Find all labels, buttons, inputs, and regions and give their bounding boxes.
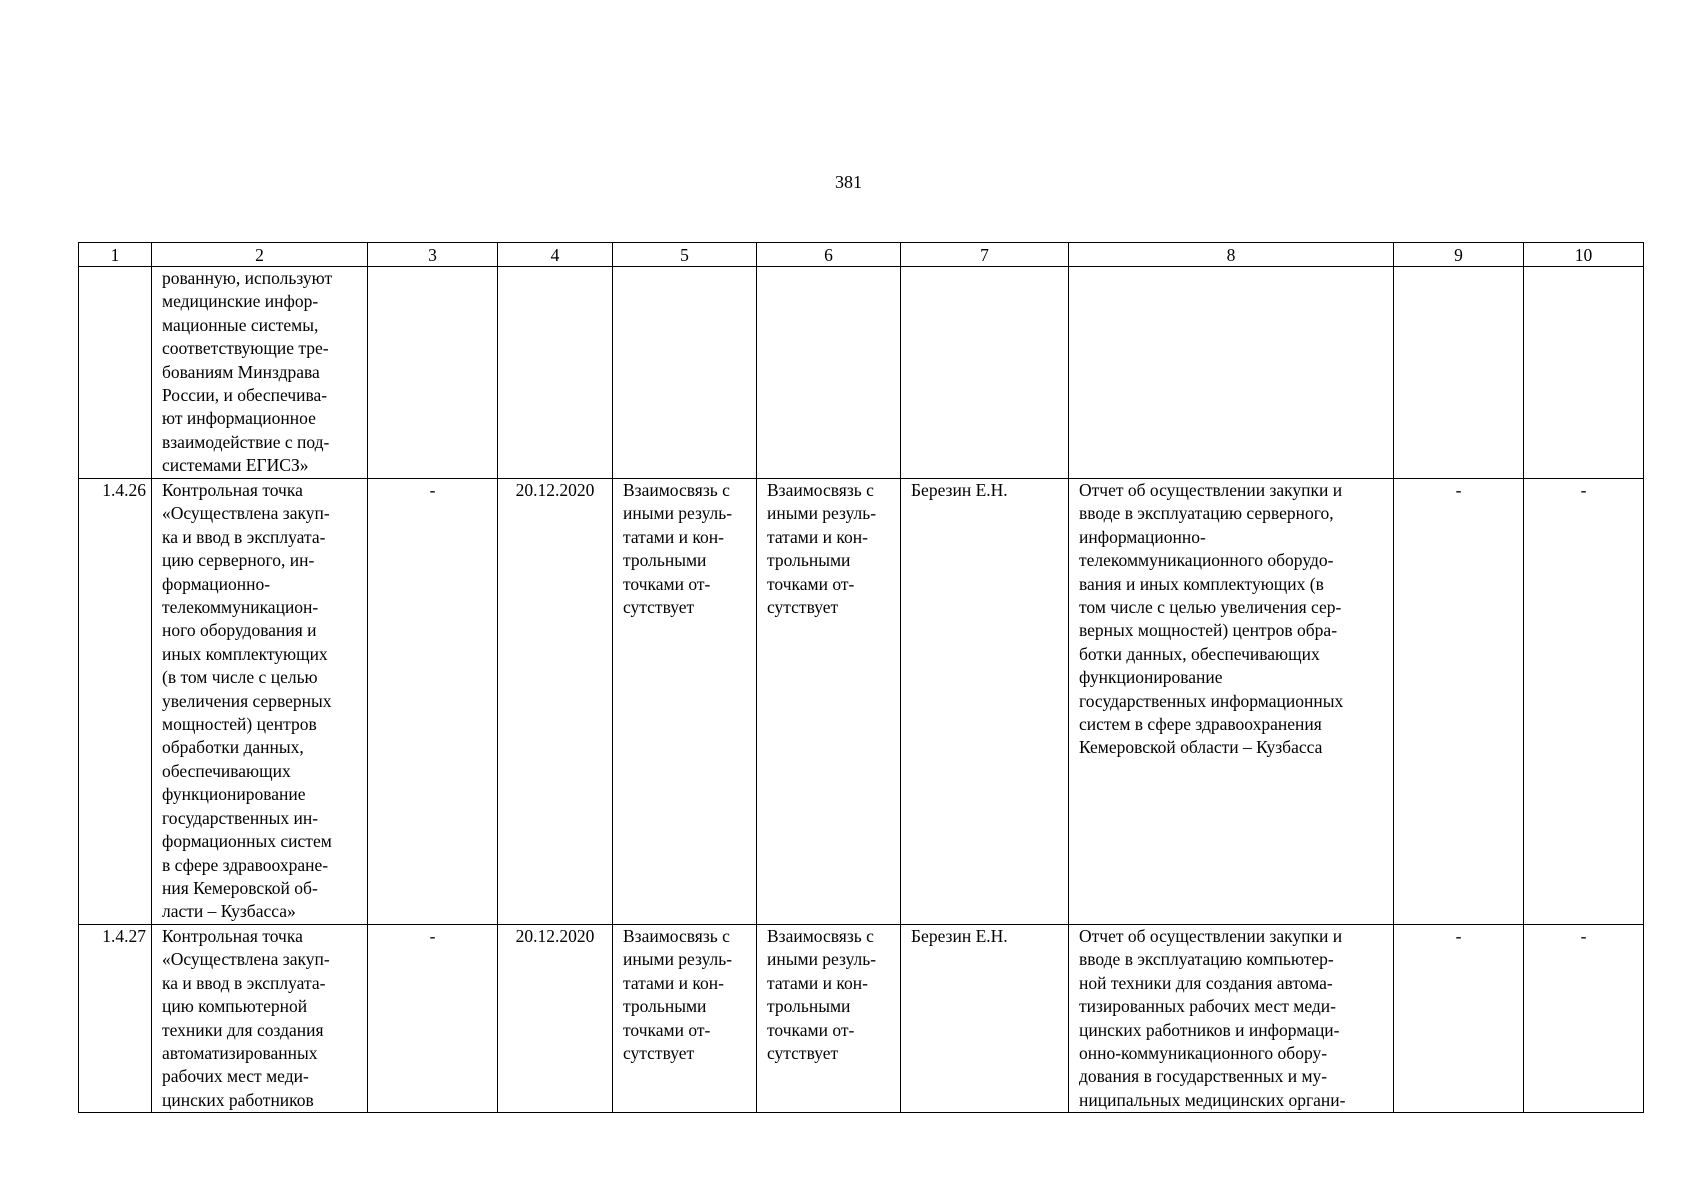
control-cell: -	[1524, 479, 1644, 925]
table-row	[79, 925, 1644, 1113]
document-table	[78, 242, 1644, 1113]
column-header: 3	[368, 243, 498, 267]
column-header: 7	[901, 243, 1069, 267]
row-number-cell	[79, 267, 152, 479]
responsible-cell: Березин Е.Н.	[901, 479, 1069, 925]
column-header: 10	[1524, 243, 1644, 267]
column-header: 5	[613, 243, 757, 267]
relation-cell	[613, 267, 757, 479]
table-header-row	[79, 243, 1644, 267]
event-name-cell: Контрольная точка «Осуществлена закуп- ка и ввод в эксплуата- цию компьютерной техники для создания автоматизированных рабочих мест меди- цинских работников	[152, 925, 368, 1113]
relation-cell: Взаимосвязь с иными резуль- татами и кон- трольными точками от- сутствует	[757, 925, 901, 1113]
level-cell: -	[1394, 479, 1524, 925]
responsible-cell	[901, 267, 1069, 479]
end-date-cell: 20.12.2020	[498, 925, 613, 1113]
row-number-cell: 1.4.27	[79, 925, 152, 1113]
responsible-cell: Березин Е.Н.	[901, 925, 1069, 1113]
column-header: 6	[757, 243, 901, 267]
start-date-cell: -	[368, 479, 498, 925]
relation-cell: Взаимосвязь с иными резуль- татами и кон- трольными точками от- сутствует	[613, 925, 757, 1113]
event-name-cell: рованную, используют медицинские инфор- мационные системы, соответствующие тре- бованиям Минздрава России, и обеспечива- ют информационное взаимодействие с под- системами ЕГИСЗ»	[152, 267, 368, 479]
control-cell: -	[1524, 925, 1644, 1113]
column-header: 4	[498, 243, 613, 267]
start-date-cell	[368, 267, 498, 479]
relation-cell	[757, 267, 901, 479]
start-date-cell: -	[368, 925, 498, 1113]
column-header: 1	[79, 243, 152, 267]
end-date-cell: 20.12.2020	[498, 479, 613, 925]
event-name-cell: Контрольная точка «Осуществлена закуп- ка и ввод в эксплуата- цию серверного, ин- формационно- телекоммуникацион- ного оборудования и иных комплектующих (в том числе с целью увеличения серверных мощностей) центров обработки данных, обеспечивающих функционирование государственных ин- формационных систем в сфере здравоохране- ния Кемеровской об- ласти – Кузбасса»	[152, 479, 368, 925]
end-date-cell	[498, 267, 613, 479]
level-cell: -	[1394, 925, 1524, 1113]
row-number-cell: 1.4.26	[79, 479, 152, 925]
level-cell	[1394, 267, 1524, 479]
table-row	[79, 479, 1644, 925]
relation-cell: Взаимосвязь с иными резуль- татами и кон- трольными точками от- сутствует	[613, 479, 757, 925]
result-cell	[1069, 267, 1394, 479]
control-cell	[1524, 267, 1644, 479]
column-header: 2	[152, 243, 368, 267]
column-header: 9	[1394, 243, 1524, 267]
relation-cell: Взаимосвязь с иными резуль- татами и кон- трольными точками от- сутствует	[757, 479, 901, 925]
result-cell: Отчет об осуществлении закупки и вводе в эксплуатацию компьютер- ной техники для создания автома- тизированных рабочих мест меди- цинских работников и информаци- онно-коммуникационного обору- дования в государственных и му- ниципальных медицинских органи-	[1069, 925, 1394, 1113]
table-row	[79, 267, 1644, 479]
page-number: 381	[835, 172, 862, 192]
result-cell: Отчет об осуществлении закупки и вводе в эксплуатацию серверного, информационно- телекоммуникационного оборудо- вания и иных комплектующих (в том числе с целью увеличения сер- верных мощностей) центров обра- ботки данных, обеспечивающих функционирование государственных информационных систем в сфере здравоохранения Кемеровской области – Кузбасса	[1069, 479, 1394, 925]
column-header: 8	[1069, 243, 1394, 267]
